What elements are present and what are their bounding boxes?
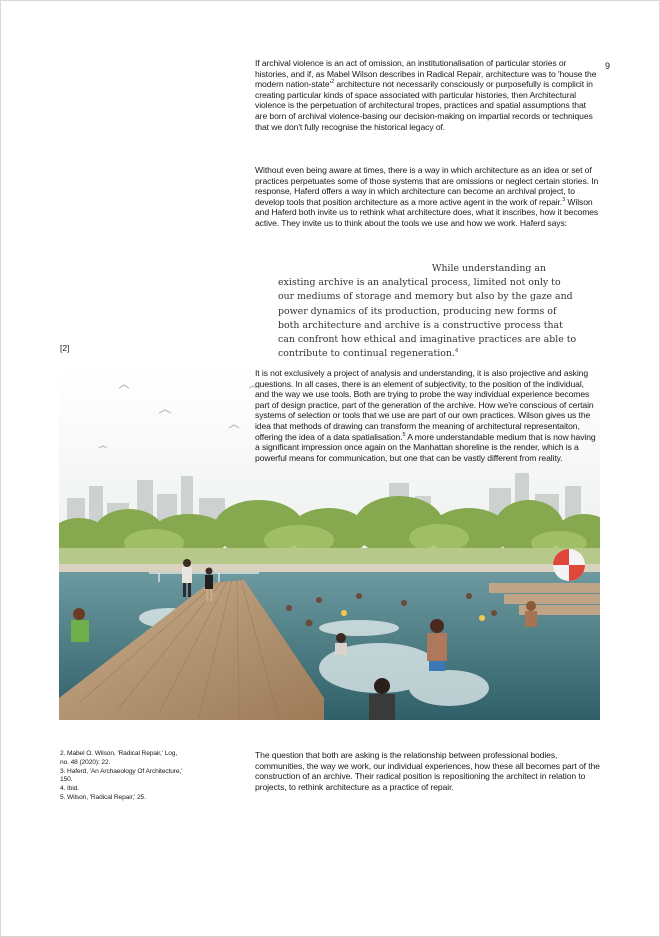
page-number: 9: [605, 61, 611, 71]
paragraph-2-text-after: Wilson and Haferd both invite us to rethink what architecture does, what it inscribes, how it becomes active. They invite us to think about the tools we use and how we work. Haferd says:: [255, 196, 599, 228]
footnotes: [60, 750, 230, 803]
footnote-line: 5. Wilson, 'Radical Repair,' 25.: [60, 793, 146, 801]
paragraph-2-text: Without even being aware at times, there is a way in which architecture as an idea or set of practices perpetuates some of those systems that are omissions or neglect certain stories. In response, Haferd offers a way in which architecture can become an archival project, to develop tools that position architecture as a more active agent in the work of repair.: [255, 165, 599, 207]
quote-text: existing archive is an analytical process, limited not only to our mediums of storage and memory but also by the gaze and power dynamics of its production, producing new forms of both architecture and archive is a constructive process that can confront how ethical and imaginative practices are able to contribute to continual regeneration.: [278, 277, 577, 360]
paragraph-4-text: The question that both are asking is the relationship between professional bodies, communities, the way we work, our individual experiences, how these all becomes part of the construction of an archive. Their radical position is repositioning the architect in relation to projects, to rethink architecture as a practice of repair.: [255, 750, 600, 792]
paragraph-1-text-after: architecture not necessarily consciously or purposefully is complicit in creating particular kinds of space associated with particular histories, then Architectural violence is the perpetuation of architectural tropes, practices and spatial assumptions that are born of archival violence-basing our decision-making on impartial records or techniques that we don't fully recognise the historical legacy of.: [255, 79, 593, 132]
paragraph-3-text-after: A more understandable medium that is now having a significant impression once again on the Manhattan shoreline is the render, which is a powerful means for communication, but one that can be vastly different from reality.: [255, 431, 596, 463]
paragraph-2: [255, 165, 600, 229]
footnote-ref-2[interactable]: 2: [331, 79, 335, 86]
quote-first-line: While understanding an: [431, 263, 546, 274]
paragraph-3-text: It is not exclusively a project of analysis and understanding, it is also projective and asking questions. In all cases, there is an element of subjectivity, to the position of the individual, and the way we use tools. Both are trying to probe the way individual experience becomes part of design practice, part of the generation of the archive. How we're conscious of certain systems of selection or tools that we use are part of our own practices. Wilson gives us the idea that methods of drawing can transform the meaning of architectural representaiton, offering the idea of a data spatialisation.: [255, 368, 594, 442]
paragraph-1-text: If archival violence is an act of omission, an institutionalisation of particular stories or histories, and if, as Mabel Wilson describes in Radical Repair, architecture was to 'house the modern nation-state': [255, 58, 597, 90]
footnote-ref-4[interactable]: 4: [454, 348, 459, 355]
footnote-line: 3. Haferd, 'An Archaeology Of Architecture,': [60, 767, 183, 775]
footnote-line: no. 48 (2020): 22.: [60, 758, 111, 766]
paragraph-3: [255, 368, 600, 463]
block-quote: [278, 262, 578, 361]
footnote-line: 2. Mabel O. Wilson, 'Radical Repair,' Log,: [60, 750, 178, 757]
footnote-line: 150.: [60, 776, 73, 784]
footnote-ref-5[interactable]: 5: [402, 431, 406, 438]
footnote-line: 4. Ibid.: [60, 785, 79, 793]
paragraph-1: [255, 58, 600, 132]
footnote-ref-3[interactable]: 3: [562, 196, 566, 203]
figure-label: [2]: [60, 343, 70, 353]
paragraph-4: [255, 750, 600, 792]
